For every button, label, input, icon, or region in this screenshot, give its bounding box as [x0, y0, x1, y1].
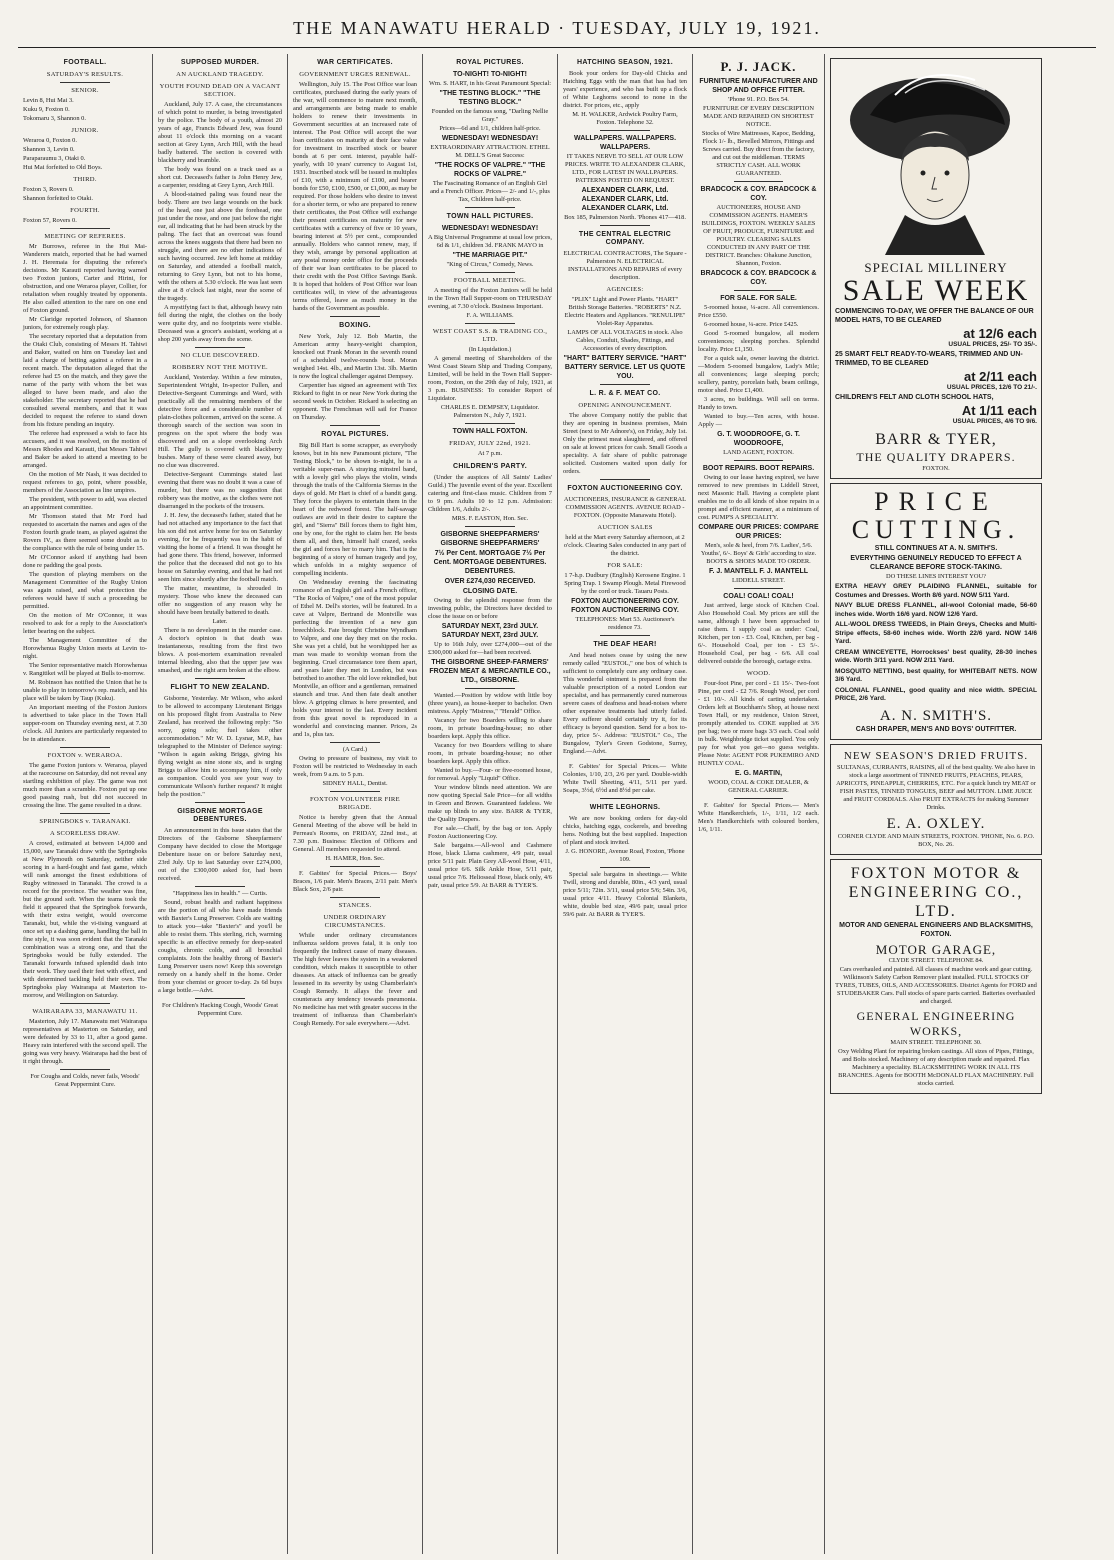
column-1 [18, 54, 153, 1554]
signature: J. G. HONORE, Avenue Road, Foxton, 'Phone 109. [565, 848, 685, 863]
article-paragraph: The body was found on a track used as a short cut. Deceased's father is John Henry Jew, a carpenter, residing at Grey Lynn, Arch Hill. [158, 166, 282, 189]
advert-paragraph: Owing to our lease having expired, we have removed to new premises in Liddell Street, next Masonic Hall. Having a complete plant enables me to do all kinds of shoe repairs in a prompt and efficient manner, at a minimum of cost. PUMP'S A SPECIALITY. [698, 474, 819, 521]
article-paragraph: Masterton, July 17. Manawatu met Wairarapa representatives at Masterton on Saturday, and were defeated by 33 to 11, after a good game. Heavy rain interfered with the second spell. The going was very heavy. Wairarapa had the best of it right through. [23, 1018, 147, 1065]
divider [465, 207, 515, 208]
column-4 [423, 54, 558, 1554]
price-item: NAVY BLUE DRESS FLANNEL, all-wool Colonial made, 56-60 inches wide. Worth 16/6 yard. NOW 12/6 Yard. [835, 602, 1037, 618]
advert-line: IT TAKES NERVE TO SELL AT OUR LOW PRICES. WRITE TO ALEXANDER CLARK, LTD., FOR LATEST IN WALLPAPERS. PATTERNS POSTED ON REQUEST. [564, 153, 685, 184]
an-smith-trade: CASH DRAPER, MEN'S AND BOYS' OUTFITTER. [855, 725, 1017, 733]
divider [195, 998, 245, 999]
interest-line: DO THESE LINES INTEREST YOU? [886, 573, 986, 580]
article-paragraph: The president, with power to add, was elected an appointment committee. [23, 496, 147, 511]
subhead-stances: STANCES. [338, 902, 372, 909]
price-1-11: At 1/11 each [961, 403, 1037, 418]
headline-murder: SUPPOSED MURDER. [180, 59, 260, 66]
gisborne-debentures: 7½ Per Cent. MORTGAGE 7½ Per Cent. MORTGAGE DEBENTURES. DEBENTURES. [433, 550, 547, 575]
divider [195, 802, 245, 803]
result-line: Shannon forfeited to Otaki. [23, 195, 93, 202]
article-paragraph: The referee had expressed a wish to face his accusers, and it was resolved, on the motion of Messrs Rhodes and Karauti, that Messrs Tahiwi and Baker be asked to attend a meeting to be arranged. [23, 430, 147, 469]
article-paragraph: On the motion of Mr Nash, it was decided to request referees to go, point, where possible, members of the Association as line umpires. [23, 471, 147, 494]
headline-meat-co: L. R. & F. MEAT CO. [589, 390, 661, 397]
dried-fruits-heading: NEW SEASON'S DRIED FRUITS. [843, 749, 1029, 762]
subhead-renewal: GOVERNMENT URGES RENEWAL. [299, 71, 411, 78]
subhead-draw: A SCORELESS DRAW. [49, 830, 121, 837]
divider [734, 181, 782, 182]
advert-line: Prices—6d and 1/1, children half-price. [439, 125, 541, 132]
mantell-banner: F. J. MANTELL F. J. MANTELL [708, 568, 809, 575]
millinery-offer: 25 SMART FELT READY-TO-WEARS, TRIMMED AND UN-TRIMMED, TO BE CLEARED [835, 351, 1023, 367]
pj-jack-trade: FURNITURE MANUFACTURER AND SHOP AND OFFICE FITTER. [699, 78, 818, 94]
subhead-football-meeting: FOOTBALL MEETING. [453, 277, 527, 284]
article-paragraph: The secretary reported that a deputation from the Otaki Club, consisting of Messrs H. Tahiwi and Baker, waited on him on Tuesday last and laid a charge of betting against a referee in a recent match. The deputation alleged that the referee had £5 on the match, and they gave the name of the party with whom the bet was alleged to have been made, and also the stakeholder. The secretary reported that he had consulted several members, and that it was decided to request the referee to stand down from his fixture pending an inquiry. [23, 333, 147, 428]
divider [465, 423, 515, 424]
advert-paragraph: And head noises cease by using the new remedy called "EUSTOL," one box of which is sufficient to completely cure any ordinary case. This wonderful ointment is prepared from the valuable prescription of a noted London ear specialist, and has permanently cured numerous severe cases of deafness and head-noises where other expensive treatments had utterly failed. Every sufferer should certainly try it, for its efficacy is beyond question. Send for a box to-day, price 5/-. Address: "EUSTOL" Co., The Bungalow, Tyler's Green Godstone, Surrey, England.—Advt. [563, 652, 687, 755]
gisborne-received: OVER £274,030 RECEIVED. [444, 578, 536, 585]
article-paragraph: The question of playing members on the Management Committee of the Rugby Union was again raised, and what protection the referees would have if such a proceeding be permitted. [23, 571, 147, 610]
advert-line: "King of Circus," Comedy, News. [446, 261, 534, 268]
sale-week-heading: SALE WEEK [842, 274, 1030, 307]
headline-deaf-hear: THE DEAF HEAR! [593, 641, 657, 648]
wednesday-banner: WEDNESDAY! WEDNESDAY! [441, 135, 539, 142]
divider [195, 678, 245, 679]
compare-prices-banner: COMPARE OUR PRICES: COMPARE OUR PRICES: [698, 524, 819, 540]
subhead-agencies: AGENCIES: [606, 286, 644, 293]
divider [600, 479, 650, 480]
divider [600, 759, 650, 760]
divider [465, 526, 515, 527]
advert-line: A Big Universal Programme at usual low prices, 6d & 1/1, children 3d. FRANK MAYO in [428, 234, 552, 249]
coal-banner: COAL! COAL! COAL! [723, 593, 794, 600]
alexander-clark-banner: ALEXANDER CLARK, Ltd. ALEXANDER CLARK, Ltd. ALEXANDER CLARK, Ltd. [581, 187, 669, 212]
divider [600, 635, 650, 636]
article-paragraph: On Wednesday evening the fascinating romance of an English girl and a French officer, "The Rocks of Valpre," one of the most popular of Ethel M. Dell's stories, will be featured. In a cave at Valpre, Bertrand de Montville was perfecting the invention of a new gun breechblock. Fate brought Christine Wyndham to Valpre, and one day they met on the rocks. She was yet a child, but he worshipped her as man was made to worship woman from the beginning. Cruel circumstance tore them apart, and years later they met in London, but was betrothed to another. The old love rekindled, but Montville, an officer and a gentleman, remained staunch and true. And then fate dealt another blow. A gripping climax is here presented, and holds your interest to the last. Every incident from this great novel is reproduced in a wonderful and convincing manner. Prices, 2s and 1s, plus tax. [293, 579, 417, 738]
divider [60, 813, 110, 814]
classified-ad: 6-roomed house, ¼-acre. Price £425. [704, 321, 799, 328]
garage-address: CLYDE STREET. TELEPHONE 84. [888, 956, 984, 964]
article-paragraph: New York, July 12. Bob Martin, the American army heavy-weight champion, knocked out Frank Moran in the seventh round of a scheduled twelve-rounds bout. Moran weighed 14st. 4lb., and Martin 13st. 3lb. Martin is now the logical challenger against Dempsey. [293, 333, 417, 380]
divider [330, 791, 380, 792]
classified-ad: 3 acres, no buildings. Will sell on terms. Handy to town. [698, 396, 819, 411]
classified-ad: Wanted to buy.—Four- or five-roomed house, for removal. Apply "Liquid" Office. [428, 767, 552, 782]
divider [734, 798, 782, 799]
advert-paragraph: While under ordinary circumstances influenza seldom proves fatal, it is only too frequently the indirect cause of many diseases. The high fever leaves the system in a weakened condition, which makes it susceptible to other diseases. An attack of influenza can be greatly lessened in its severity by using Chamberlain's Cough Remedy. It allays the fever and counteracts any tendency towards pneumonia. No medicine has met with greater success in the treatment of influenza than Chamberlain's Cough Remedy. For sale everywhere.—Advt. [293, 932, 417, 1027]
article-paragraph: Detective-Sergeant Cummings stated last evening that there was no doubt it was a case of murder, but there was no suggestion that robbery was the motive, as the clothes were not disarranged in the pockets of the trousers. [158, 471, 282, 510]
saturday-banner: SATURDAY NEXT, 23rd JULY. SATURDAY NEXT, 23rd JULY. [441, 623, 539, 639]
subhead-third: THIRD. [73, 176, 97, 183]
article-paragraph: A blood-stained paling was found near the body. There are two large wounds on the back of the head, one just above the forehead, one just under the nose, and one just below the right ear, all indicating that he had been struck by the paling. The fact that an overcoat was found across the knees suggests that there had been no struggle, and there are no other indications of such having occurred. Jew left home at midday on Saturday, and attended a football match, returning to Grey Lynn, but not to his home, with the others at 5.30 o'clock. He was last seen alive at 8 o'clock last night, near the scene of the tragedy. [158, 191, 282, 302]
advert-town: FOXTON. [922, 465, 950, 472]
advert-line: The Fascinating Romance of an English Girl and a French Officer. Prices— 2/- and 1/-, plus Tax, Children half-price. [430, 180, 550, 203]
usual-price: USUAL PRICES, 12/6 TO 21/-. [946, 384, 1037, 391]
subhead-auction-sales: AUCTION SALES [597, 524, 653, 531]
headline-royal-pictures-ad: ROYAL PICTURES. [456, 59, 524, 66]
usual-price: USUAL PRICES, 4/6 TO 9/6. [952, 418, 1037, 425]
advert-line: Wm. S. HART, in his Great Paramount Special: [429, 80, 551, 87]
result-line: Foxton 3, Rovers 0. [23, 186, 74, 193]
divider [734, 588, 782, 589]
advert-paragraph: F. Gabites' for Special Prices.— Men's White Handkerchiefs, 1/-, 1/11, 1/2 each. Men's Handkerchiefs with coloured borders, 1/6, 1/11. [698, 802, 819, 833]
subhead-springboks: SPRINGBOKS v. TARANAKI. [39, 818, 131, 825]
classified-ad: Wanted.—Position by widow with little boy (three years), as house-keeper to bachelor. Own mistress. Apply "Mistress," "Herald" Office. [428, 692, 552, 715]
result-line: Levin 8, Hui Mai 3. [23, 97, 74, 104]
auction-banner: FOXTON AUCTIONEERING COY. FOXTON AUCTIONEERING COY. [571, 598, 679, 614]
subhead-senior: SENIOR. [71, 87, 99, 94]
clearance-line: EVERYTHING GENUINELY REDUCED TO EFFECT A CLEARANCE BEFORE STOCK-TAKING. [850, 555, 1022, 571]
signature: H. HAMER, Hon. Sec. [325, 855, 385, 862]
advert-paragraph: Four-foot Pine, per cord - £1 15/-. Two-foot Pine, per cord - £2 7/6. Rough Wood, per cord - £1 10/-. All kinds of carting undertaken. Orders left at Bouchham's Shop, at house next Town Hall, or my residence, Union Street, promptly attended to. COKE supplied at 3/6 per bag; two or more bags 3/3 each. Coal sold in bulk. Weighbridge ticket supplied. You only pay for what you get—no guess weights. Please Note: AGENT FOR PUKEMIRO AND HUNTLY COAL. [698, 680, 819, 767]
signature: SIDNEY HALL, Dentist. [322, 780, 388, 787]
price-cutting-advert [830, 483, 1042, 740]
subhead-circumstances: UNDER ORDINARY CIRCUMSTANCES. [323, 914, 387, 929]
headline-war-certificates: WAR CERTIFICATES. [317, 59, 393, 66]
notice-paragraph: Notice is hereby given that the Annual General Meeting of the above will be held in Perreau's Rooms, on FRIDAY, 22nd inst., at 7.30 p.m. Business: Election of Officers and General. All members requested to attend. [293, 814, 417, 853]
woodroofe-banner: G. T. WOODROOFE, G. T. WOODROOFE, [717, 431, 800, 447]
headline-debentures: GISBORNE MORTGAGE DEBENTURES. [177, 808, 263, 823]
classified-ad: Good 5-roomed bungalow, all modern conveniences; sleeping porches. Splendid locality. Price £1,150. [698, 330, 819, 353]
subhead-foxton-weraroa: FOXTON v. WERAROA. [47, 752, 123, 759]
divider [195, 886, 245, 887]
motor-trade-line: MOTOR AND GENERAL ENGINEERS AND BLACKSMITHS, FOXTON. [839, 921, 1033, 938]
divider [60, 82, 110, 83]
notice-paragraph: A meeting of the Foxton Juniors will be held in the Town Hall Supper-room on THURSDAY evening, at 7.30 o'clock. Business Important. [428, 287, 552, 310]
article-paragraph: The game Foxton juniors v. Weraroa, played at the racecourse on Saturday, did not reveal any startling exhibition of play. The game was not much more than a scramble. Foxton put up one good passing rush, but did not succeed in crossing the line. The game resulted in a draw. [23, 762, 147, 809]
foxton-motor-heading: FOXTON MOTOR & ENGINEERING CO., LTD. [848, 864, 1024, 920]
advert-paragraph: Just arrived, large stock of Kitchen Coal. Also Household Coal. My prices are still the same, although I have been approached to raise them. I supply coal as under: Coal, Kitchen, per ton - £3. Coal, Kitchen, per bag - 6/-. Household Coal, per ton - £3 5/-. Household Coal, per bag - 6/6. All coal delivered outside the borough, cartage extra. [698, 602, 819, 665]
advert-paragraph: Book your orders for Day-old Chicks and Hatching Eggs with the man that has had ten years' experience, and who has built up a flock of White Leghorns second to none in the district. For prices, etc., apply [563, 70, 687, 109]
notice-paragraph: Owing to pressure of business, my visit to Foxton will be restricted to Wednesday in each week, from 9 a.m. to 5 p.m. [293, 755, 417, 778]
advert-line: AUCTIONEERS, INSURANCE & GENERAL COMMISSION AGENTS. AVENUE ROAD - FOXTON. (Opposite Manawatu Hotel). [563, 496, 687, 519]
signature: MRS. F. EASTON, Hon. Sec. [451, 515, 529, 522]
result-line: Shannon 3, Levin 0. [23, 146, 75, 153]
classified-ad: For a quick sale, owner leaving the district.—Modern 5-roomed bungalow, Lady's Mile; all conveniences; large sleeping porch; scullery, pantry, porcelain bath, beam ceilings, motor shed. Price £1,400. [698, 355, 819, 394]
advert-children-cough: For Children's Hacking Cough, Woods' Great Peppermint Cure. [162, 1002, 278, 1017]
divider [60, 1069, 110, 1070]
column-7 [825, 54, 1047, 1554]
dried-fruits-advert [830, 744, 1042, 855]
result-line: Weraroa 0, Foxton 0. [23, 137, 77, 144]
divider [600, 225, 650, 226]
engineering-works-heading: GENERAL ENGINEERING WORKS, [856, 1008, 1016, 1038]
divider [600, 798, 650, 799]
subhead-wairarapa: WAIRARAPA 33, MANAWATU 11. [32, 1008, 138, 1015]
subhead-wood: WOOD. [746, 670, 771, 677]
notice-paragraph: Owing to the splendid response from the investing public, the Directors have decided to close the issue on or before [428, 597, 552, 620]
subhead-west-coast: WEST COAST S.S. & TRADING CO., LTD. [432, 328, 548, 343]
cutting-heading: CUTTING. [851, 515, 1021, 544]
card-label: (A Card.) [342, 746, 368, 753]
divider [195, 347, 245, 348]
tonight-banner: TO-NIGHT! TO-NIGHT! [452, 71, 527, 78]
quote-happiness: "Happiness lies in health." — Curtis. [172, 890, 268, 897]
article-paragraph: Auckland, Yesterday. Within a few minutes, Superintendent Wright, In-spector Fullen, and Detective-Sergeant Cummings and Ward, with practically all the remaining members of the detective force and a considerable number of plain-clothes policemen, arrived on the scene. A thorough search of the section was soon in progress on the spot where the body was discovered and on a slope overlooking Arch Hill. The gully is covered with blackberry bushes. Many of these were cleared away, but no clue was discovered. [158, 374, 282, 469]
price-item: CREAM WINCEYETTE, Horrockses' best quality, 28-30 inches wide. Worth 3/11 yard. NOW 2/11 Yard. [835, 648, 1037, 664]
subhead-junior: JUNIOR. [71, 127, 99, 134]
advert-paragraph: Special sale bargains in sheetings.— White Twill, strong and durable, 80in., 4/3 yard, usual price 5/11; 72in. 3/11, usual price 5/6; 54in. 3/6, usual price 4/11. Heavy Colonial Blankets, white, double bed size, 49/6 pair, usual price 59/6 pair. At BARR & TYER'S. [563, 871, 687, 918]
advert-paragraph: F. Gabites' for Special Prices.— Boys' Braces, 1/6 pair. Men's Braces, 2/11 pair. Men's Black Sox, 2/6 pair. [293, 870, 417, 893]
divider [330, 425, 380, 426]
classified-ad: Your window blinds need attention. We are now quoting Special Sale Price—for all widths in Green and Brown. Guaranteed fadeless. We make up blinds to any size. BARR & TYER, the Quality Drapers. [428, 784, 552, 823]
advert-line: TELEPHONES: Mart 53. Auctioneer's residence 73. [575, 616, 675, 631]
oxley-name: E. A. OXLEY. [886, 815, 986, 832]
dried-fruits-body: SULTANAS, CURRANTS, RAISINS, all of the best quality. We also have in stock a large assortment of TINNED FRUITS, PEACHES, PEARS, APRICOTS, PINEAPPLE, CHERRIES, ETC. For a quick lunch try MEAT or FISH PASTES, TINNED TONGUES, BEEF and MUTTON. LIME JUICE and FRUIT CORDIALS. Also FRUIT EXTRACTS for making Summer Drinks. [836, 763, 1036, 811]
notice-paragraph: A general meeting of Shareholders of the West Coast Steam Ship and Trading Company, Limited, will be held in the Town Hall Supper-room, Foxton, on the 29th day of July, 1921, at 3 p.m. BUSINESS: To consider Report of Liquidator. [428, 355, 552, 402]
article-paragraph: Wellington, July 15. The Post Office war loan certificates, purchased during the early years of the war, will commence to mature next month, and arrangements are being made to enable holders to renew their investments in Government securities at an increased rate of interest. The Post Office will accept the war loan certificates on maturity at their face value for investment in inscribed stock or bearer bonds at 6 per cent. interest, payable half-yearly, with 10 years' currency to August 1st, 1931. Inscribed stock will be issued in multiples of £10, with a minimum of £100, and bearer bonds for £50, £100, £500, or £1,000, as may be required. For those holders who desire to invest for a shorter term, or who are prepared to renew their certificates, the Post Office will exchange their present certificates on maturity for new certificates with a currency of five or 10 years, bearing interest at 5½ per cent., compounded annually. Holders who cannot renew, may, if they wish, arrange by personal application at any postal money order office for the proceeds of their war loan certificates to be placed to their credit with the Post Office Savings Bank. It is hoped that holders of Post Office war loan certificates will, in view of the advantageous terms offered, leave as much money in the hands of the Government as possible. [293, 81, 417, 312]
barr-tyer-name: BARR & TYER, [875, 431, 997, 448]
subhead-referees: MEETING OF REFEREES. [44, 233, 126, 240]
headline-boxing: BOXING. [339, 322, 371, 329]
article-paragraph: An announcement in this issue states that the Directors of the Gisborne Sheepfarmers' Company have decided to close the Mortgage Debenture issue on or before Saturday next, 23rd July. Up to last Saturday over £274,000, out of the £300,000 asked for, had been received. [158, 827, 282, 882]
headline-central-electric: THE CENTRAL ELECTRIC COMPANY. [578, 231, 672, 246]
wallpapers-banner: WALLPAPERS. WALLPAPERS. WALLPAPERS. [573, 135, 677, 151]
divider [600, 384, 650, 385]
divider [330, 316, 380, 317]
subhead-no-clue: NO CLUE DISCOVERED. [180, 352, 260, 359]
advert-line: FURNITURE OF EVERY DESCRIPTION MADE AND REPAIRED ON SHORTEST NOTICE. [702, 105, 815, 128]
headline-town-hall: TOWN HALL PICTURES. [446, 213, 534, 220]
price-item: MOSQUITO NETTING, best quality, for WHITEBAIT NETS. NOW 3/6 Yard. [835, 667, 1037, 683]
advert-line: LAMPS OF ALL VOLTAGES in stock. Also Cables, Conduit, Shades, Fittings, and Accessories of every description. [567, 329, 683, 352]
article-paragraph: The Management Committee of the Horowhenua Rugby Union meets at Levin to-night. [23, 637, 147, 660]
divider [60, 747, 110, 748]
signature: M. H. WALKER, Ardwick Poultry Farm, Foxton. Telephone 32. [572, 111, 678, 126]
advert-line: EXTRAORDINARY ATTRACTION. ETHEL M. DELL'S Great Success: [430, 144, 550, 159]
article-paragraph: Auckland, July 17. A case, the circumstances of which point to murder, is being investigated by the police. The body of a youth, almost 20 years of age, Francis Edward Jew, was found about 11 o'clock this morning on a vacant section at Grey Lynn, Arch Hill, with the head badly battered. The section is covered with blackberry and bramble. [158, 101, 282, 164]
feature-title: "THE MARRIAGE PIT." [452, 252, 528, 259]
advert-paragraph: The above Company notify the public that they are opening in business premises, Main Street (next to Mr Adnore's), on Friday, July 1st. Only the primest meat slaughtered, and offered on sale at lowest prices for cash. Small Goods a speciality. A fair share of public patronage solicited. Customers waited upon daily for orders. [563, 412, 687, 475]
article-paragraph: Mr Burrows, referee in the Hui Mai-Wanderers match, reported that he had warned J. H. Heremaia for disputing the referee's decisions. Mr Karauti reported having warned two Foxton juniors, Carter and Hirini, for obstruction, and one Weraroa player, Collier, for retaliation when roughly treated by opponents. He also called attention to the rare on one end of Foxton ground. [23, 243, 147, 314]
divider [60, 1003, 110, 1004]
classified-ad: 5-roomed house, ¼-acre. All conveniences. Price £550. [698, 304, 819, 319]
column-3 [288, 54, 423, 1554]
wednesday-banner: WEDNESDAY! WEDNESDAY! [441, 225, 539, 232]
bradcock-banner: BRADCOCK & COY. BRADCOCK & COY. [700, 270, 817, 286]
millinery-offer: CHILDREN'S FELT AND CLOTH SCHOOL HATS, [835, 394, 994, 401]
column-5 [558, 54, 693, 1554]
millinery-advert [830, 58, 1042, 479]
article-paragraph: A mystifying fact is that, although heavy rain fell during the night, the clothes on the body were quite dry, and no footprints were visible. Deceased was a grocer's assistant, working at a shop 200 yards away from the scene. [158, 304, 282, 343]
advert-line: At 7 p.m. [477, 450, 503, 457]
millinery-heading: SPECIAL MILLINERY [864, 260, 1008, 275]
price-item: COLONIAL FLANNEL, good quality and nice width. SPECIAL PRICE, 2/6 Yard. [835, 686, 1037, 702]
article-paragraph: A crowd, estimated at between 14,000 and 15,000, saw Taranaki draw with the Springboks at New Plymouth on Saturday, neither side scoring in a hard-fought and fast game, which will rank amongst the finest exhibitions of Rugby witnessed in Taranaki. The crowd is a record for the province. The weather was fine, but the ground soft. When the teams took the field it appeared that the Springbok forwards, with their extra weight, would overcome Taranaki, but, while the vi-tising vanguard at once set up a dashing game, handling the ball in fine style, it was soon evident that the Taranaki combination was a strong one, and that the Springboks would be fully extended. The Taranaki forwards infused splendid dash into their work. They used their feet with effect, and with determined tackling held their own. The Springboks play Wairarapa at Masterton to-morrow, and Wellington on Saturday. [23, 840, 147, 999]
masthead: THE MANAWATU HERALD · TUESDAY, JULY 19, 1921. [18, 18, 1096, 48]
price-12-6: at 12/6 each [963, 326, 1037, 341]
article-paragraph: On the motion of Mr O'Connor, it was resolved to ask for a reply to the Association's letter bearing on the subject. [23, 612, 147, 635]
motor-garage-heading: MOTOR GARAGE, [875, 941, 997, 957]
millinery-offer: COMMENCING TO-DAY, WE OFFER THE BALANCE OF OUR MODEL HATS, TO BE CLEARED [835, 308, 1034, 324]
result-line: Foxton 57, Rovers 0. [23, 217, 77, 224]
advert-line: held at the Mart every Saturday afternoon, at 2 o'clock. Clearing Sales conducted in any part of the district. [563, 534, 687, 557]
subhead-fourth: FOURTH. [70, 207, 100, 214]
advert-line: 1 7-h.p. Dudbury (English) Kerosene Engine. 1 Spring Trap. 1 Swamp Plough. Metal Firewood by the cord or truck. Tauaru Posts. [564, 572, 686, 595]
subhead-for-sale: FOR SALE: [607, 562, 643, 569]
article-paragraph: M. Robinson has notified the Union that he is unable to play in tomorrow's rep. match, and his place will be taken by Taup (Kuku). [23, 679, 147, 702]
advert-coughs: For Coughs and Colds, never fails, Woods' Great Peppermint Cure. [30, 1073, 140, 1088]
advert-line: LAND AGENT, FOXTON. [723, 449, 794, 456]
gisborne-banner: GISBORNE SHEEPFARMERS' GISBORNE SHEEPFARMERS' [440, 531, 540, 547]
divider [60, 228, 110, 229]
price-heading: PRICE [874, 487, 998, 516]
garage-services: Cars overhauled and painted. All classes of machine work and gear cutting. Wilkinson's Safety Carbon Remover plant installed. FULL STOCKS OF TYRES, TUBES, OILS, AND ACCESSORIES. District Agents for FORD and STUDEBAKER Cars. Full stocks of spare parts carried. Batteries overhauled and charged. [835, 965, 1037, 1005]
article-paragraph: Carpentier has signed an agreement with Tex Rickard to fight in or near New York during the second week in October. Rickard is selecting an opponent. The Frenchman will sail for France on Thursday. [293, 382, 417, 421]
divider [330, 742, 380, 743]
article-paragraph: An important meeting of the Foxton Juniors is advertised to take place in the Town Hall supper-room on Thursday evening next, at 7.30 o'clock. All Juniors are particularly requested to be in attendance. [23, 704, 147, 743]
subhead-date: FRIDAY, JULY 22nd, 1921. [449, 440, 531, 447]
advert-paragraph: F. Gabites' for Special Prices.— White Colonies, 1/10, 2/3, 2/6 per yard. Double-width White Twill Sheeting, 4/11, 5/11 per yard. Soaps, 3½d, 6½d and 8½d per cake. [563, 763, 687, 794]
article-paragraph: Big Bill Hart is some scrapper, as everybody knows, but in his new Paramount picture, "The Testing Block," to be shown to-night, he is a veritable super-man. A straying minstrel band, with a lovely girl who plays the violin, winds through the trails of the California Sierras in the days of gold. Mr Hart is chief of a bandit gang. They force the players to entertain them in the heart of the redwood forest. The half-savage outlaws are avid in their desire to capture the girl, and "Sierra" Bill forces them to fight him, one by one, for the right to claim her. He bests them all, and then, himself half crazed, seeks the girl and forces her to marry him. That is the beginning of a story of human tragedy and joy, which unfolds in a mighty sequence of compelling incidents. [293, 442, 417, 577]
article-paragraph: There is no development in the murder case. A doctor's opinion is that death was instantaneous, resulting from the first two blows. A post-mortem examination revealed internal bleeding, also that the upper jaw was smashed, and the right arm broken at the elbow. [158, 627, 282, 674]
divider [734, 290, 782, 291]
article-paragraph: Mr Claridge reported Johnson, of Shannon juniors, for extremely rough play. [23, 316, 147, 331]
battery-banner: "HART" BATTERY SERVICE. "HART" BATTERY SERVICE. LET US QUOTE YOU. [563, 355, 687, 380]
martin-banner: E. G. MARTIN, [734, 770, 783, 777]
signature: CHARLES E. DEMPSEY, Liquidator. Palmerston N., July 7, 1921. [440, 404, 540, 419]
subhead-fire-brigade: FOXTON VOLUNTEER FIRE BRIGADE. [310, 796, 400, 811]
signature: F. A. WILLIAMS. [466, 312, 514, 319]
price-2-11: at 2/11 each [964, 369, 1037, 384]
advert-line: AUCTIONEERS, HOUSE AND COMMISSION AGENTS. HAMER'S BUILDINGS, FOXTON. WEEKLY SALES OF FRUIT, PRODUCE, FURNITURE and POULTRY. CLEARING SALES CONDUCTED IN ANY PART OF THE DISTRICT. Branches: Ohakune Junction, Shannon, Foxton. [701, 204, 816, 267]
advert-line: Box 185, Palmerston North. 'Phones 417—418. [564, 214, 686, 221]
gisborne-closing: CLOSING DATE. [462, 588, 518, 595]
advert-line: WOOD, COAL & COKE DEALER, & GENERAL CARRIER. [708, 779, 809, 794]
classified-ad: Vacancy for two Boarders willing to share room, in private boarding-house; no other boarders kept. Apply this office. [428, 742, 552, 765]
advert-line: Stocks of Wire Mattresses, Kapoc, Bedding, Flock 1/- lb., Bevelled Mirrors, Fittings and Screws carried. Buy direct from the factory, and cut out the middleman. TERMS STRICTLY CASH. ALL WORK GUARANTEED. [701, 130, 816, 177]
price-item: ALL-WOOL DRESS TWEEDS, in Plain Greys, Checks and Multi-Stripe effects, 58-60 inches wide. Worth 22/6 yard. NOW 14/6 Yard. [835, 621, 1037, 645]
article-paragraph: J. H. Jew, the deceased's father, stated that he had not attached any importance to the fact that his son did not arrive home for tea on Saturday evening, for he frequently was in the habit of visiting the home of a friend. It was thought he had gone there. This friend, however, informed the police that the deceased did not go to his house on Saturday evening, and that he had not seen him since shortly after the football match. [158, 512, 282, 583]
divider [465, 323, 515, 324]
subhead-tragedy: AN AUCKLAND TRAGEDY. [176, 71, 264, 78]
headline-white-leghorns: WHITE LEGHORNS. [589, 804, 661, 811]
classified-ad: Wanted to buy.—Ten acres, with house. Apply — [698, 413, 819, 428]
divider [600, 867, 650, 868]
divider [465, 688, 515, 689]
result-line: Kuku 9, Foxton 0. [23, 106, 70, 113]
dateline-later: Later. [212, 618, 228, 625]
works-services: Oxy Welding Plant for repairing broken castings. All sizes of Pipes, Fittings, and Bolts stocked. Machinery of any description made and repaired. Flax Machinery a speciality. BLACKSMITHING WORK IN ALL ITS BRANCHES. Agents for BOOTH McDONALD FLAX MACHINERY. Full stocks carried. [838, 1047, 1034, 1087]
columns [18, 54, 1096, 1554]
divider [330, 866, 380, 867]
article-paragraph: The Senior representative match Horowhenua v. Rangitikei will be played at Bulls to-morrow. [23, 662, 147, 677]
result-line: Hui Mai forfeited to Old Boys. [23, 164, 103, 171]
article-paragraph: Sound, robust health and radiant happiness are the portion of all who have made friends with Baxter's Lung Preserver. Colds are waiting to attack you—take "Baxter's" and you'll be able to resist them. This sterling, rich, warming specific is an effective remedy for deep-seated coughs, chronic colds, and all bronchial complaints. Join the healthy throng of Baxter's Lung Preserver users now! Keep this sovereign remedy on a handy shelf in the home. Order from your chemist or grocer to-day. 2s 6d buys a large bottle.—Advt. [158, 899, 282, 994]
advert-line: 'Phone 91. P.O. Box 54. [728, 96, 789, 103]
advert-line: "PLIX" Light and Power Plants. "HART" British Storage Batteries. "ROBERTS" N.Z. Electric Heaters and Appliances. "RENULIPE" Violet-Ray Apparatus. [564, 296, 686, 327]
subhead-opening: OPENING ANNOUNCEMENT. [578, 402, 672, 409]
works-address: MAIN STREET. TELEPHONE 30. [890, 1038, 982, 1046]
advert-paragraph: We are now booking orders for day-old chicks, hatching eggs, cockerels, and breeding hens. Nothing but the best supplied. Inspection of plant and stock invited. [563, 815, 687, 846]
bradcock-banner: BRADCOCK & COY. BRADCOCK & COY. [700, 186, 817, 202]
usual-price: USUAL PRICES, 25/- TO 35/-. [948, 341, 1037, 348]
notice-paragraph: Up to 16th July, over £274,000—out of the £300,000 asked for—had been received. [428, 641, 552, 656]
advert-line: Founded on the famous song, "Darling Nellie Gray." [431, 108, 549, 123]
for-sale-banner: FOR SALE. FOR SALE. [720, 295, 797, 302]
quality-drapers: THE QUALITY DRAPERS. [856, 450, 1016, 464]
headline-childrens-party: CHILDREN'S PARTY. [453, 463, 527, 470]
divider [465, 272, 515, 273]
headline-hatching: HATCHING SEASON, 1921. [577, 59, 673, 66]
result-line: Tokomaru 3, Shannon 0. [23, 115, 86, 122]
column-6 [693, 54, 825, 1554]
lady-hat-illustration [835, 65, 1035, 255]
headline-football: FOOTBALL. [63, 59, 107, 66]
advert-line: LIDDELL STREET. [732, 577, 785, 584]
still-continues: STILL CONTINUES AT A. N. SMITH'S. [874, 545, 998, 552]
classified-ad: For sale.—Chaff, by the bag or ton. Apply Foxton Auctioneering Coy. [428, 825, 552, 840]
town-hall-line: TOWN HALL FOXTON. [452, 428, 528, 435]
advert-line: Men's, sole & heel, from 7/6. Ladies', 5/6. Youths', 6/-. Boys' & Girls' according to size. BOOTS & SHOES MADE TO ORDER. [700, 542, 817, 565]
divider [734, 460, 782, 461]
subhead-robbery: ROBBERY NOT THE MOTIVE. [172, 364, 268, 371]
article-paragraph: Mr O'Connor asked if anything had been done re padding the goal posts. [23, 554, 147, 569]
foxton-motor-advert [830, 859, 1042, 1094]
advert-line: ELECTRICAL CONTRACTORS, The Square - Palmerston N. ELECTRICAL INSTALLATIONS AND REPAIRS of every description. [563, 250, 687, 281]
headline-foxton-auction: FOXTON AUCTIONEERING COY. [567, 485, 683, 492]
classified-ad: Vacancy for two Boarders willing to share room, in private boarding-house; no other boarders kept. Apply this office. [428, 717, 552, 740]
price-item: EXTRA HEAVY GREY PLAIDING FLANNEL, suitable for Costumes and Dresses. Worth 8/6 yard. NOW 5/11 Yard. [835, 583, 1037, 599]
feature-title: "THE ROCKS OF VALPRE." "THE ROCKS OF VALPRE." [434, 162, 546, 178]
advert-line: (In Liquidation.) [468, 346, 512, 353]
article-paragraph: Gisborne, Yesterday. Mr Wilson, who asked to be allowed to accompany Lieutenant Briggs on his proposed flight from Australia to New Zealand, has received the following reply: "So sorry, going solo; fuel takes other accommodation." Mr W. D. Lysnar, M.P., has telegraphed to the Minister of Defence saying: "Wilson is again asking Briggs, giving his flying weight as nine stone six, and is urging Briggs to allow him to accompany him, if only as companion. Could you see your way to communicate Wilson's further request? It might help the position." [158, 695, 282, 798]
subhead-youth: YOUTH FOUND DEAD ON A VACANT SECTION. [159, 83, 281, 98]
result-line: Paraparaumu 3, Otaki 0. [23, 155, 86, 162]
article-paragraph: Mr Thomson stated that Mr Ford had requested to ascertain the names and ages of the Foxton fourth grade team, as played against the Rovers IV., as there seemed some doubt as to the compliance with the rule of being under 15. [23, 513, 147, 552]
subhead-results: SATURDAY'S RESULTS. [46, 71, 124, 78]
feature-title: "THE TESTING BLOCK." "THE TESTING BLOCK." [439, 90, 541, 106]
boot-repairs-banner: BOOT REPAIRS. BOOT REPAIRS. [702, 465, 815, 472]
headline-pj-jack: P. J. JACK. [720, 59, 797, 74]
headline-royal-pictures: ROYAL PICTURES. [321, 431, 389, 438]
oxley-address: CORNER CLYDE AND MAIN STREETS, FOXTON. 'PHONE, No. 6. P.O. BOX, No. 26. [837, 832, 1035, 848]
article-paragraph: The matter, meantime, is shrouded in mystery. Those who knew the deceased can offer no suggestion of any reason why he should have been brutally battered to death. [158, 585, 282, 616]
gisborne-company: THE GISBORNE SHEEP-FARMERS' FROZEN MEAT & MERCANTILE CO., LTD., GISBORNE. [429, 659, 551, 684]
divider [330, 897, 380, 898]
divider [600, 130, 650, 131]
column-2 [153, 54, 288, 1554]
headline-flight: FLIGHT TO NEW ZEALAND. [170, 684, 270, 691]
an-smith-name: A. N. SMITH'S. [879, 707, 993, 724]
classified-ad: Sale bargains.—All-wool and Cashmere Hose, black Llama cashmere, 4/9 pair, usual price 5/11 pair. Plain Grey All-wool Hose, 4/11, usual price 6/6. Silk Ankle Hose, 5/11 pair, usual price 7/6. Heliosseal Hose, black only, 4/6 pair, usual price 5/9. At BARR & TYER'S. [428, 842, 552, 889]
notice-paragraph: (Under the auspices of All Saints' Ladies' Guild.) The juvenile event of the year. Excellent catering and first-class music. Children from 7 to 9 pm. Adults 10 to 12 p.m. Admission: Children 1/6, Adults 2/-. [428, 474, 552, 513]
